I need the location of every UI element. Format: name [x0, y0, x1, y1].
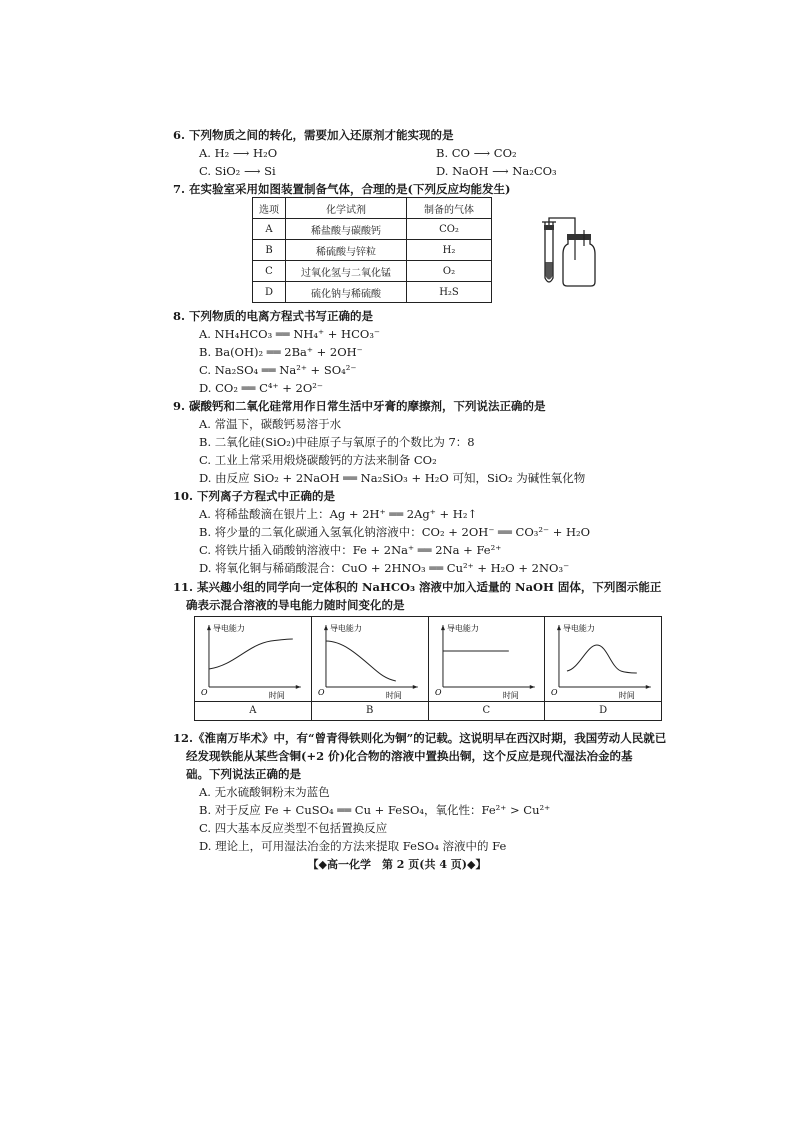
q11-stem-line2: 确表示混合溶液的导电能力随时间变化的是: [186, 598, 405, 612]
table-row[interactable]: [253, 261, 492, 282]
table-cell: 过氧化氢与二氧化锰: [286, 261, 407, 282]
table-row[interactable]: [253, 282, 492, 303]
table-cell: H₂: [407, 240, 492, 261]
column-header: 化学试剂: [286, 198, 407, 219]
conductivity-graph-a: [195, 617, 311, 701]
page-footer: 【◆高一化学 第 2 页(共 4 页)◆】: [307, 858, 487, 871]
q11-graph-b[interactable]: [312, 617, 429, 720]
q9-option-a[interactable]: A. 常温下，碳酸钙易溶于水: [199, 417, 342, 431]
q6-option-a[interactable]: A. H₂ ⟶ H₂O: [199, 146, 278, 160]
q6-option-b[interactable]: B. CO ⟶ CO₂: [436, 146, 517, 160]
origin-label: O: [434, 687, 442, 697]
q11-graph-c[interactable]: [429, 617, 546, 720]
table-cell: 硫化钠与稀硫酸: [286, 282, 407, 303]
q8-option-d[interactable]: D. CO₂ ══ C⁴⁺ + 2O²⁻: [199, 381, 323, 395]
q12-option-d[interactable]: D. 理论上，可用湿法冶金的方法来提取 FeSO₄ 溶液中的 Fe: [199, 839, 507, 853]
gas-generation-apparatus-icon: [535, 216, 607, 288]
q11-graph-a[interactable]: [195, 617, 312, 720]
y-axis-label: 导电能力: [446, 624, 479, 634]
table-cell: B: [253, 240, 286, 261]
table-cell: H₂S: [407, 282, 492, 303]
y-axis-label: 导电能力: [329, 624, 362, 634]
q12-stem-line2: 经发现铁能从某些含铜(+2 价)化合物的溶液中置换出铜，这个反应是现代湿法冶金的基: [186, 749, 633, 763]
q9-option-d[interactable]: D. 由反应 SiO₂ + 2NaOH ══ Na₂SiO₃ + H₂O 可知，SiO₂ 为碱性氧化物: [199, 471, 586, 485]
q9-stem: 9. 碳酸钙和二氧化硅常用作日常生活中牙膏的摩擦剂，下列说法正确的是: [173, 399, 546, 413]
column-header: 选项: [253, 198, 286, 219]
q7-stem: 7. 在实验室采用如图装置制备气体，合理的是(下列反应均能发生): [173, 182, 511, 196]
table-cell: C: [253, 261, 286, 282]
y-axis-label: 导电能力: [212, 624, 245, 634]
q12-stem-line1: 12.《淮南万毕术》中，有“曾青得铁则化为铜”的记载。这说明早在西汉时期，我国劳动人民就已: [173, 731, 667, 745]
conductivity-graph-b: [312, 617, 428, 701]
table-cell: 稀盐酸与碳酸钙: [286, 219, 407, 240]
q12-stem-line3: 础。下列说法正确的是: [186, 767, 301, 781]
origin-label: O: [317, 687, 325, 697]
origin-label: O: [551, 687, 558, 697]
q6-stem: 6. 下列物质之间的转化，需要加入还原剂才能实现的是: [173, 128, 454, 142]
q6-option-d[interactable]: D. NaOH ⟶ Na₂CO₃: [436, 164, 557, 178]
origin-label: O: [200, 687, 208, 697]
q10-option-b[interactable]: B. 将少量的二氧化碳通入氢氧化钠溶液中：CO₂ + 2OH⁻ ══ CO₃²⁻ + H₂O: [199, 525, 591, 539]
q9-option-b[interactable]: B. 二氧化硅(SiO₂)中硅原子与氧原子的个数比为 7：8: [199, 435, 475, 449]
q11-stem-line1: 11. 某兴趣小组的同学向一定体积的 NaHCO₃ 溶液中加入适量的 NaOH 固体，下列图示能正: [173, 580, 662, 594]
table-header-row: [253, 198, 492, 219]
option-label-c: C: [429, 701, 545, 720]
q10-option-a[interactable]: A. 将稀盐酸滴在银片上：Ag + 2H⁺ ══ 2Ag⁺ + H₂↑: [199, 507, 478, 521]
q10-stem: 10. 下列离子方程式中正确的是: [173, 489, 336, 503]
table-cell: CO₂: [407, 219, 492, 240]
q7-reagent-table: [252, 197, 492, 303]
x-axis-label: 时间: [385, 690, 402, 700]
q11-graph-d[interactable]: [545, 617, 661, 720]
x-axis-label: 时间: [268, 690, 285, 700]
option-label-b: B: [312, 701, 428, 720]
q10-option-d[interactable]: D. 将氧化铜与稀硝酸混合：CuO + 2HNO₃ ══ Cu²⁺ + H₂O + 2NO₃⁻: [199, 561, 570, 575]
q9-option-c[interactable]: C. 工业上常采用煅烧碳酸钙的方法来制备 CO₂: [199, 453, 437, 467]
q8-option-c[interactable]: C. Na₂SO₄ ══ Na²⁺ + SO₄²⁻: [199, 363, 357, 377]
q12-option-c[interactable]: C. 四大基本反应类型不包括置换反应: [199, 821, 388, 835]
x-axis-label: 时间: [502, 690, 519, 700]
q8-option-b[interactable]: B. Ba(OH)₂ ══ 2Ba⁺ + 2OH⁻: [199, 345, 363, 359]
q8-option-a[interactable]: A. NH₄HCO₃ ══ NH₄⁺ + HCO₃⁻: [199, 327, 380, 341]
q11-graph-options: [194, 616, 662, 721]
table-cell: A: [253, 219, 286, 240]
table-cell: 稀硫酸与锌粒: [286, 240, 407, 261]
table-cell: D: [253, 282, 286, 303]
y-axis-label: 导电能力: [563, 624, 596, 634]
option-label-d: D: [545, 701, 661, 720]
conductivity-graph-c: [429, 617, 545, 701]
option-label-a: A: [195, 701, 311, 720]
q12-option-a[interactable]: A. 无水硫酸铜粉末为蓝色: [199, 785, 330, 799]
conductivity-graph-d: [545, 617, 661, 701]
q10-option-c[interactable]: C. 将铁片插入硝酸钠溶液中：Fe + 2Na⁺ ══ 2Na + Fe²⁺: [199, 543, 502, 557]
table-row[interactable]: [253, 219, 492, 240]
q6-option-c[interactable]: C. SiO₂ ⟶ Si: [199, 164, 276, 178]
table-row[interactable]: [253, 240, 492, 261]
table-cell: O₂: [407, 261, 492, 282]
q8-stem: 8. 下列物质的电离方程式书写正确的是: [173, 309, 374, 323]
x-axis-label: 时间: [619, 690, 636, 700]
column-header: 制备的气体: [407, 198, 492, 219]
q12-option-b[interactable]: B. 对于反应 Fe + CuSO₄ ══ Cu + FeSO₄，氧化性：Fe²⁺ > Cu²⁺: [199, 803, 551, 817]
